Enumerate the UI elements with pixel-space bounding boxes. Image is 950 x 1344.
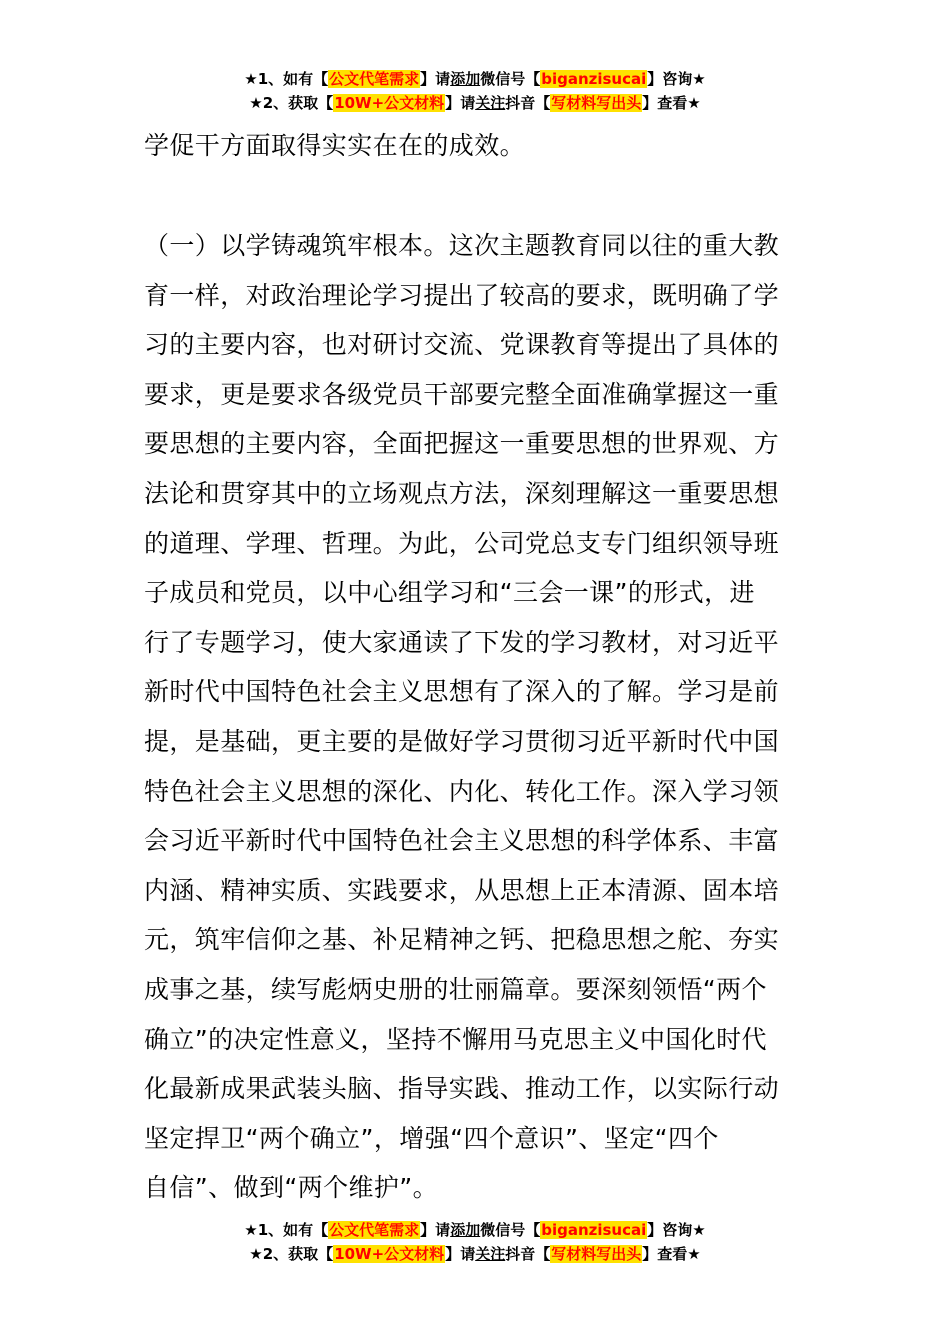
banner-underline: 添加 [450,70,481,88]
footer-banner [0,1218,950,1266]
text-line: 要思想的主要内容，全面把握这一重要思想的世界观、方 [144,429,780,459]
banner-underline: 关注 [475,94,506,112]
banner-highlight: biganzisucai [541,1221,647,1239]
banner-text: 】请 [445,1245,476,1263]
banner-text: ★2、获取【 [249,94,334,112]
banner-text: 抖音【 [505,1245,551,1263]
text-line: 成事之基，续写彪炳史册的壮丽篇章。要深刻领悟“两个 [144,974,767,1004]
text-line: 行了专题学习，使大家通读了下发的学习教材，对习近平 [144,627,780,657]
banner-text: 微信号【 [480,70,541,88]
banner-text: ★2、获取【 [249,1245,334,1263]
banner-highlight: 10W+公文材料 [334,94,445,112]
banner-text: 】咨询★ [647,1221,706,1239]
text-line: 坚定捍卫“两个确立”，增强“四个意识”、坚定“四个 [144,1123,719,1153]
text-line: 新时代中国特色社会主义思想有了深入的了解。学习是前 [144,677,780,707]
banner-text: 】咨询★ [647,70,706,88]
banner-text: ★1、如有【 [244,70,329,88]
text-line: 提，是基础，更主要的是做好学习贯彻习近平新时代中国 [144,726,780,756]
text-line: 内涵、精神实质、实践要求，从思想上正本清源、固本培 [144,875,780,905]
banner-highlight: 写材料写出头 [551,94,642,112]
banner-underline: 添加 [450,1221,481,1239]
text-line: 要求，更是要求各级党员干部要完整全面准确掌握这一重 [144,379,780,409]
text-line: （一）以学铸魂筑牢根本。这次主题教育同以往的重大教 [144,231,780,260]
text-line: 自信”、做到“两个维护”。 [144,1173,439,1203]
banner-highlight: 写材料写出头 [551,1245,642,1263]
text-line: 子成员和党员，以中心组学习和“三会一课”的形式，进 [144,578,755,608]
banner-line-1 [0,1218,950,1242]
banner-line-1 [0,67,950,91]
banner-text: 抖音【 [505,94,551,112]
banner-highlight: 10W+公文材料 [334,1245,445,1263]
text-line: 习的主要内容，也对研讨交流、党课教育等提出了具体的 [144,330,780,360]
header-banner [0,67,950,115]
banner-text: 】查看★ [642,1245,701,1263]
banner-text: 】查看★ [642,94,701,112]
banner-line-2 [0,1242,950,1266]
text-line: 法论和贯穿其中的立场观点方法，深刻理解这一重要思想 [144,478,780,508]
banner-text: ★1、如有【 [244,1221,329,1239]
text-line: 学促干方面取得实实在在的成效。 [144,131,526,160]
text-line: 会习近平新时代中国特色社会主义思想的科学体系、丰富 [144,826,780,856]
banner-text: 】请 [420,1221,451,1239]
text-line: 确立”的决定性意义，坚持不懈用马克思主义中国化时代 [144,1024,767,1054]
banner-highlight: 公文代笔需求 [329,70,420,88]
text-line: 特色社会主义思想的深化、内化、转化工作。深入学习领 [144,776,780,806]
body-paragraph [144,221,806,1213]
banner-text: 】请 [445,94,476,112]
text-line: 育一样，对政治理论学习提出了较高的要求，既明确了学 [144,280,780,310]
banner-line-2 [0,91,950,115]
banner-highlight: biganzisucai [541,70,647,88]
text-line: 元，筑牢信仰之基、补足精神之钙、把稳思想之舵、夯实 [144,925,780,955]
banner-highlight: 公文代笔需求 [329,1221,420,1239]
lead-line [144,121,806,171]
banner-underline: 关注 [475,1245,506,1263]
banner-text: 】请 [420,70,451,88]
text-line: 化最新成果武装头脑、指导实践、推动工作，以实际行动 [144,1074,780,1104]
text-line: 的道理、学理、哲理。为此，公司党总支专门组织领导班 [144,528,780,558]
banner-text: 微信号【 [480,1221,541,1239]
